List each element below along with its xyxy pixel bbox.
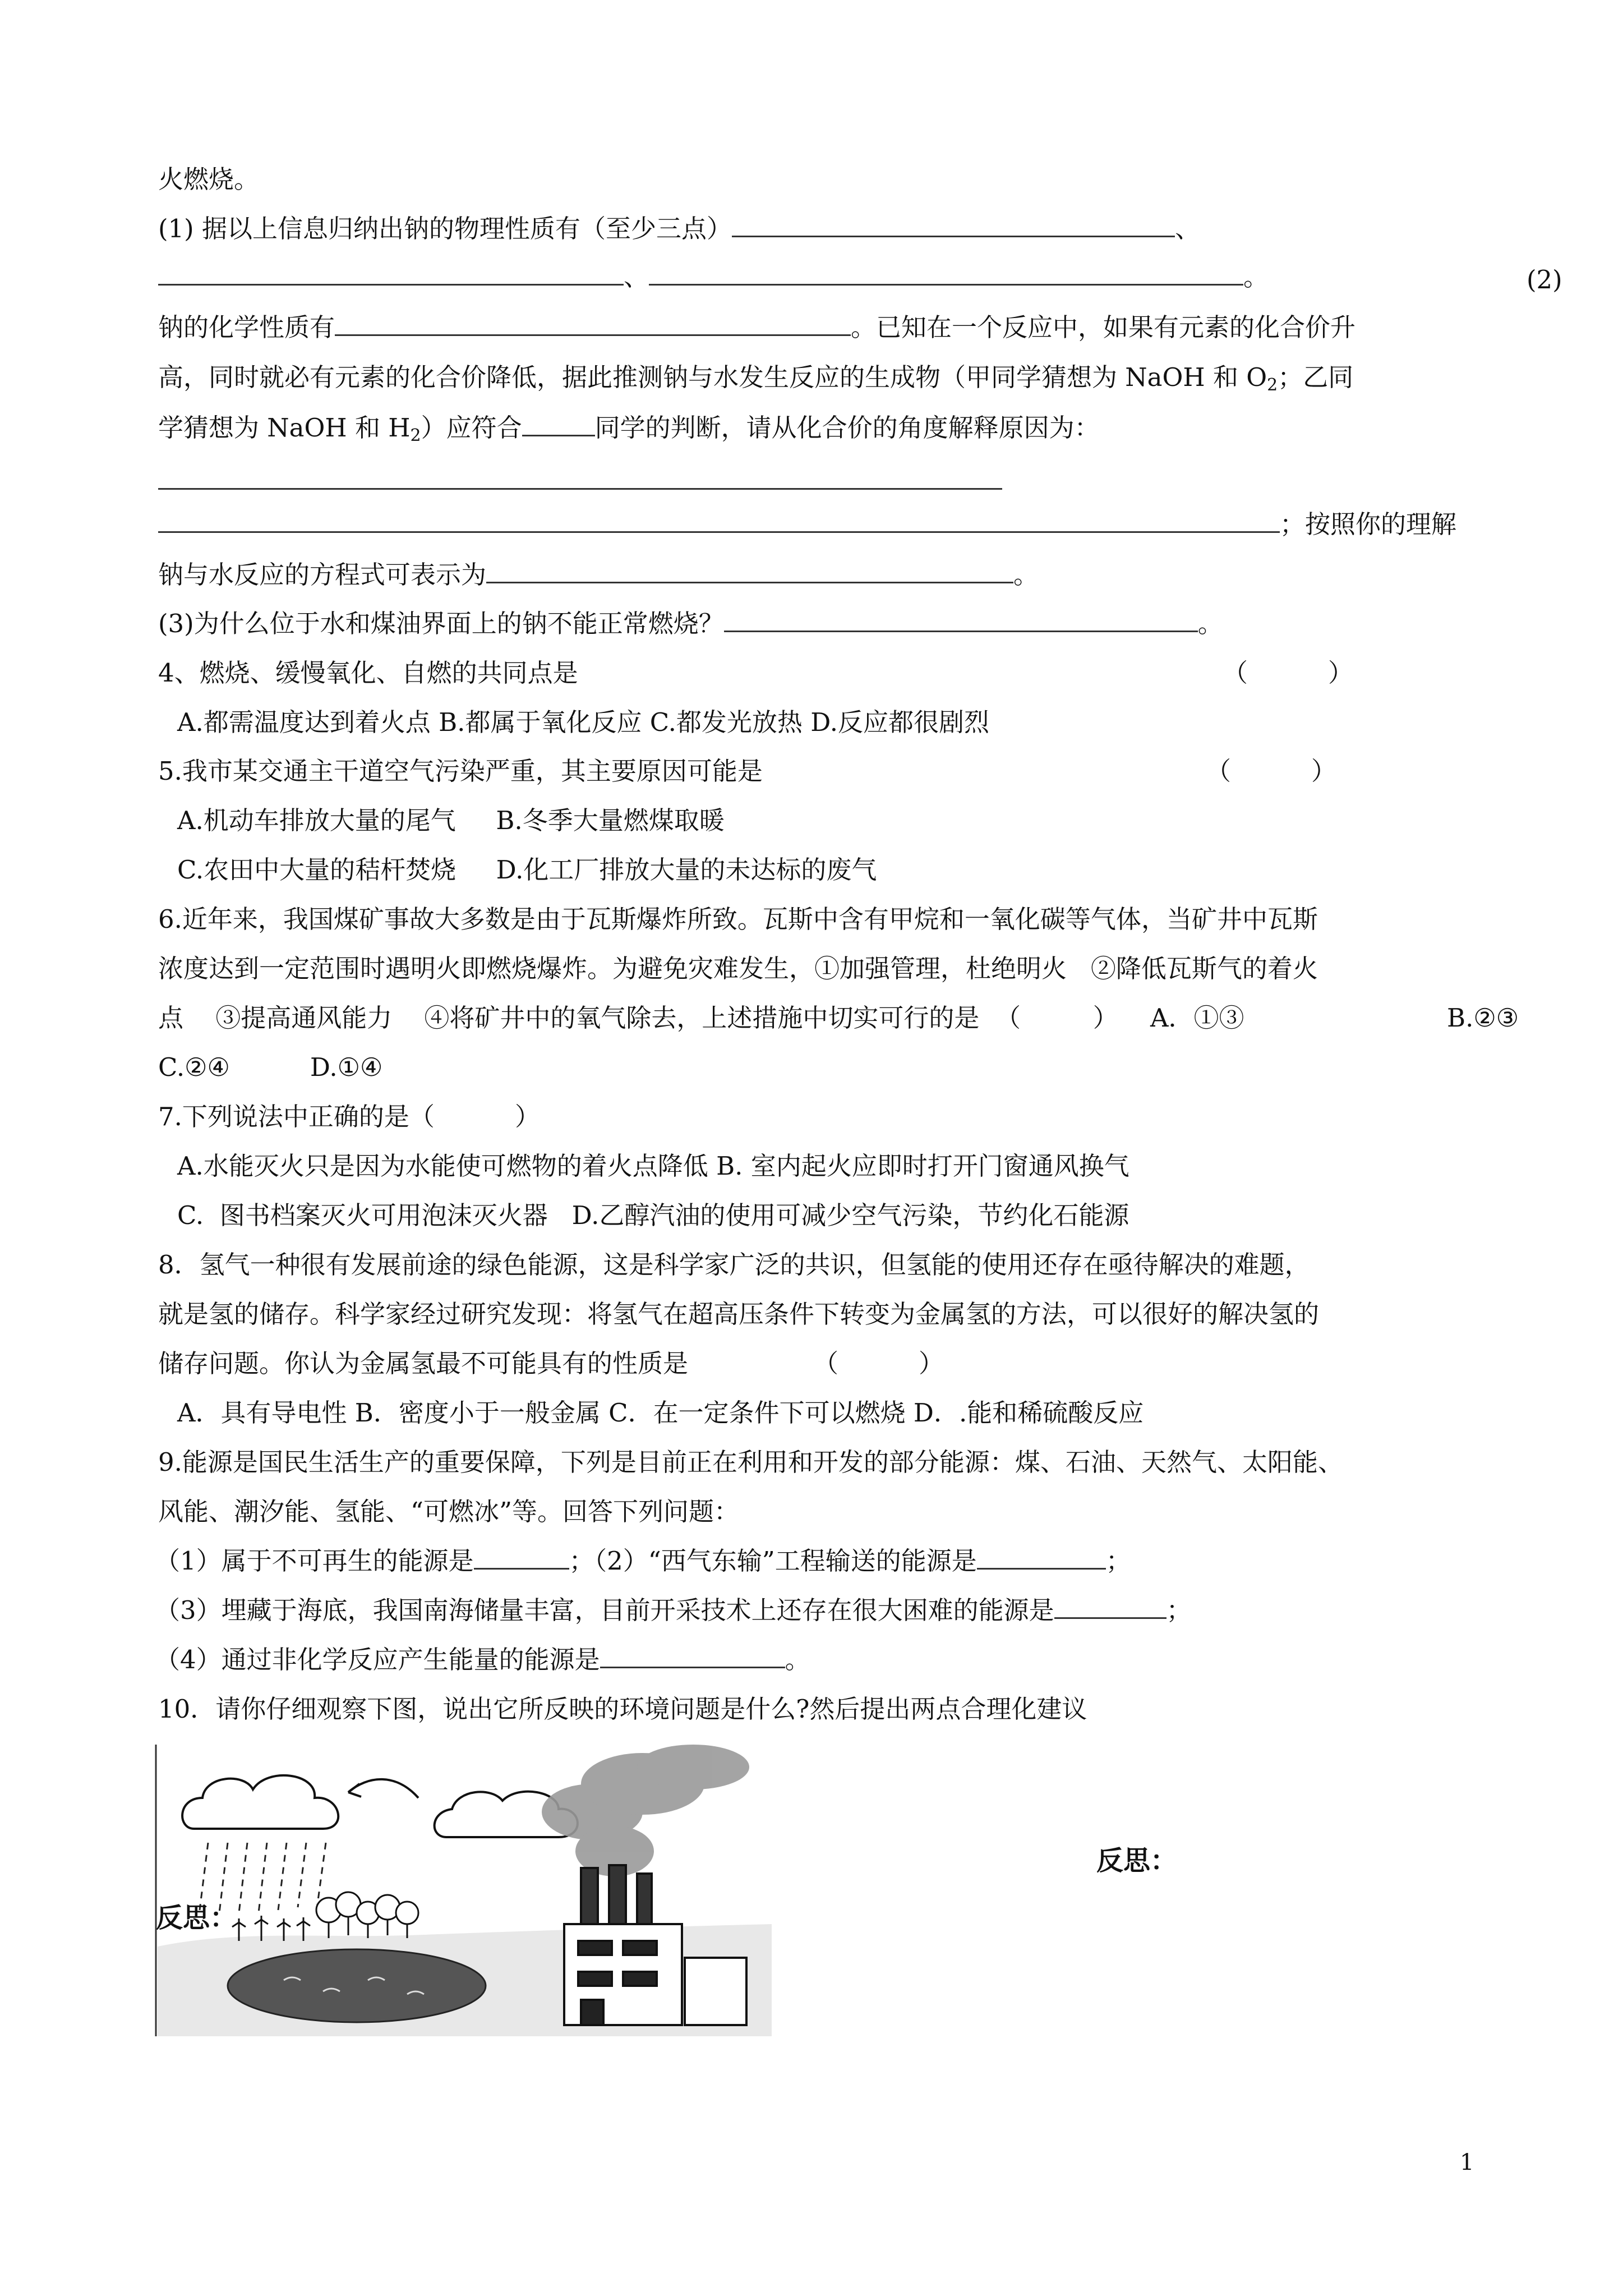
question-6: 6.近年来，我国煤矿事故大多数是由于瓦斯爆炸所致。瓦斯中含有甲烷和一氧化碳等气体，当矿井中瓦斯 <box>158 904 1318 934</box>
answer-blank[interactable] <box>335 311 851 336</box>
answer-blank[interactable] <box>522 411 595 436</box>
question-6: 点 ③提高通风能力 ④将矿井中的氧气除去，上述措施中切实可行的是 （ ） A．①③ <box>158 1003 1244 1033</box>
answer-blank[interactable] <box>977 1544 1106 1570</box>
text-line: 高，同时就必有元素的化合价降低，据此推测钠与水发生反应的生成物（甲同学猜想为 NaOH 和 $O_2$；乙同 <box>158 362 1354 395</box>
question-7-options: C. 图书档案灭火可用泡沫灭火器 D.乙醇汽油的使用可减少空气污染，节约化石能源 <box>177 1200 1129 1230</box>
question-8: 8．氢气一种很有发展前途的绿色能源，这是科学家广泛的共识，但氢能的使用还存在亟待解决的难题， <box>158 1250 1310 1280</box>
question-6: 浓度达到一定范围时遇明火即燃烧爆炸。为避免灾难发生，①加强管理，杜绝明火 ②降低瓦斯气的着火 <box>158 954 1318 983</box>
question-9: 风能、潮汐能、氢能、“可燃冰”等。回答下列问题： <box>158 1497 740 1526</box>
text-line: 火燃烧。 <box>158 164 260 194</box>
pollution-illustration <box>155 1745 777 2036</box>
answer-paren[interactable]: （ ） <box>1223 658 1354 688</box>
reflection-label: 反思： <box>156 1902 237 1934</box>
question-4: 4、燃烧、缓慢氧化、自燃的共同点是 <box>158 658 578 688</box>
question-3-2-line: 钠的化学性质有 。已知在一个反应中，如果有元素的化合价升 <box>158 311 1355 344</box>
question-8: 储存问题。你认为金属氢最不可能具有的性质是 <box>158 1349 689 1378</box>
answer-blank[interactable] <box>732 212 1175 237</box>
trees <box>232 1892 418 1941</box>
question-3-1-line-cont: 、 。 <box>158 260 1269 294</box>
answer-blank[interactable] <box>1054 1594 1166 1619</box>
question-7: 7.下列说法中正确的是（ ） <box>158 1102 540 1131</box>
text-line: ；按照你的理解 <box>158 508 1456 541</box>
answer-blank[interactable] <box>474 1544 569 1570</box>
reflection-label: 反思： <box>1096 1845 1178 1876</box>
question-9-sub: （3）埋藏于海底，我国南海储量丰富，目前开采技术上还存在很大困难的能源是 ； <box>155 1594 1192 1627</box>
answer-blank[interactable] <box>158 508 1280 533</box>
answer-paren[interactable]: （ ） <box>813 1349 944 1378</box>
answer-blank[interactable] <box>724 607 1198 632</box>
text-line: 钠与水反应的方程式可表示为 。 <box>158 558 1039 592</box>
factory-smoke <box>542 1745 749 1876</box>
answer-paren[interactable]: （ ） <box>1206 756 1337 786</box>
answer-blank[interactable] <box>486 558 1013 583</box>
answer-blank[interactable] <box>600 1643 785 1668</box>
question-6-options: C.②④ D.①④ <box>158 1052 383 1082</box>
question-5-options: A.机动车排放大量的尾气 B.冬季大量燃煤取暖 <box>177 806 725 835</box>
answer-blank[interactable] <box>158 260 624 286</box>
question-5: 5.我市某交通主干道空气污染严重，其主要原因可能是 <box>158 756 763 786</box>
question-9-sub: （1）属于不可再生的能源是 ；（2）“西气东输”工程输送的能源是 ； <box>155 1544 1131 1578</box>
question-5-options: C.农田中大量的秸杆焚烧 D.化工厂排放大量的未达标的废气 <box>177 855 877 885</box>
question-3-3-line: (3)为什么位于水和煤油界面上的钠不能正常燃烧？ 。 <box>158 607 1223 641</box>
question-7-options: A.水能灭火只是因为水能使可燃物的着火点降低 B. 室内起火应即时打开门窗通风换气 <box>177 1151 1129 1181</box>
polluted-pond <box>228 1949 486 2022</box>
question-6-option: B.②③ <box>1447 1003 1519 1033</box>
page-number: 1 <box>1460 2150 1474 2175</box>
question-marker: (2) <box>1527 265 1562 295</box>
question-10: 10．请你仔细观察下图，说出它所反映的环境问题是什么?然后提出两点合理化建议 <box>158 1694 1087 1724</box>
answer-blank[interactable] <box>649 260 1243 286</box>
cloud-left <box>182 1775 338 1829</box>
answer-blank[interactable] <box>158 488 1002 490</box>
question-8-options: A．具有导电性 B．密度小于一般金属 C．在一定条件下可以燃烧 D．.能和稀硫酸反应 <box>177 1398 1144 1428</box>
text-line: 学猜想为 NaOH 和 $H_2$）应符合 同学的判断，请从化合价的角度解释原因为： <box>158 411 1100 453</box>
question-9-sub: （4）通过非化学反应产生能量的能源是 。 <box>155 1643 810 1677</box>
question-8: 就是氢的储存。科学家经过研究发现：将氢气在超高压条件下转变为金属氢的方法，可以很好的解决氢的 <box>158 1299 1320 1329</box>
question-4-options: A.都需温度达到着火点 B.都属于氧化反应 C.都发光放热 D.反应都很剧烈 <box>177 707 990 737</box>
question-9: 9.能源是国民生活生产的重要保障，下列是目前正在利用和开发的部分能源：煤、石油、天然气、太阳能、 <box>158 1447 1343 1477</box>
question-3-1-line: (1) 据以上信息归纳出钠的物理性质有（至少三点） 、 <box>158 212 1200 246</box>
